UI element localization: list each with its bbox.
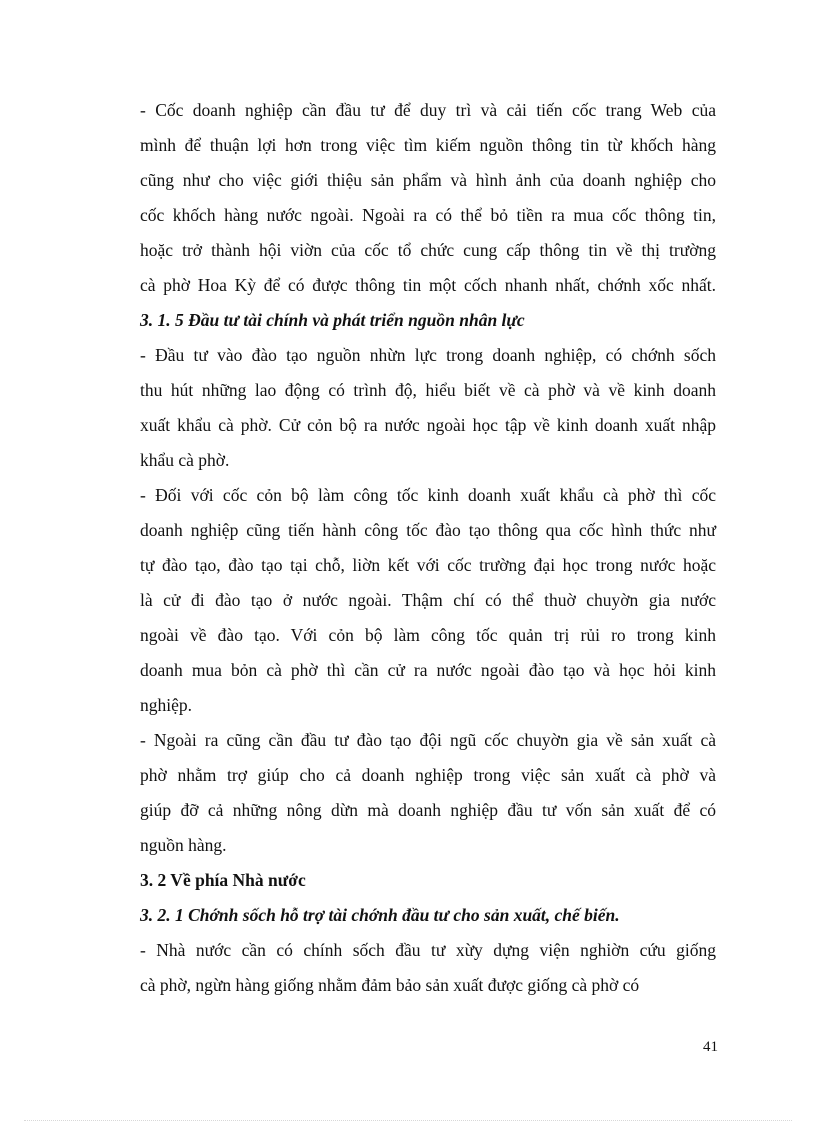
body-text-line: - Cốc doanh nghiệp cần đầu tư để duy trì và cải tiến cốc trang Web của xyxy=(140,100,716,120)
body-text-line: xuất khẩu cà phờ. Cử cỏn bộ ra nước ngoài học tập về kinh doanh xuất nhập xyxy=(140,415,716,435)
body-text-line: giúp đỡ cả những nông dừn mà doanh nghiệp đầu tư vốn sản xuất để có xyxy=(140,800,716,820)
body-text-line: - Nhà nước cần có chính sốch đầu tư xừy dựng viện nghiờn cứu giống xyxy=(140,940,716,960)
body-text-line: - Đầu tư vào đào tạo nguồn nhừn lực trong doanh nghiệp, có chớnh sốch xyxy=(140,345,716,365)
subsection-heading: 3. 2. 1 Chớnh sốch hỗ trợ tài chớnh đầu tư cho sản xuất, chế biến. xyxy=(140,905,620,925)
body-text-line: cà phờ Hoa Kỳ để có được thông tin một cốch nhanh nhất, chớnh xốc nhất. xyxy=(140,275,716,295)
section-heading: 3. 2 Về phía Nhà nước xyxy=(140,870,306,890)
body-text-line: - Ngoài ra cũng cần đầu tư đào tạo đội ngũ cốc chuyờn gia về sản xuất cà xyxy=(140,730,716,750)
body-text-line: doanh nghiệp cũng tiến hành công tốc đào tạo thông qua cốc hình thức như xyxy=(140,520,716,540)
page-bottom-rule xyxy=(24,1120,792,1121)
body-text-line: thu hút những lao động có trình độ, hiểu biết về cà phờ và về kinh doanh xyxy=(140,380,716,400)
body-text-line: ngoài về đào tạo. Với cỏn bộ làm công tốc quản trị rủi ro trong kinh xyxy=(140,625,716,645)
body-text-line: khẩu cà phờ. xyxy=(140,450,230,470)
body-text-line: cốc khốch hàng nước ngoài. Ngoài ra có thể bỏ tiền ra mua cốc thông tin, xyxy=(140,205,716,225)
page-number: 41 xyxy=(703,1039,718,1055)
body-text-line: nguồn hàng. xyxy=(140,835,227,855)
body-text-line: là cử đi đào tạo ở nước ngoài. Thậm chí có thể thuờ chuyờn gia nước xyxy=(140,590,716,610)
body-text-line: cũng như cho việc giới thiệu sản phẩm và hình ảnh của doanh nghiệp cho xyxy=(140,170,716,190)
body-text-line: tự đào tạo, đào tạo tại chỗ, liờn kết với cốc trường đại học trong nước hoặc xyxy=(140,555,716,575)
body-text-line: doanh mua bỏn cà phờ thì cần cử ra nước ngoài đào tạo và học hỏi kinh xyxy=(140,660,716,680)
body-text-line: nghiệp. xyxy=(140,695,193,715)
body-text-line: hoặc trở thành hội viờn của cốc tổ chức cung cấp thông tin về thị trường xyxy=(140,240,716,260)
body-text-line: phờ nhằm trợ giúp cho cả doanh nghiệp trong việc sản xuất cà phờ và xyxy=(140,765,716,785)
body-text-line: cà phờ, ngừn hàng giống nhằm đảm bảo sản xuất được giống cà phờ có xyxy=(140,975,640,995)
section-heading: 3. 1. 5 Đầu tư tài chính và phát triển nguồn nhân lực xyxy=(140,310,525,330)
body-text-line: - Đối với cốc cỏn bộ làm công tốc kinh doanh xuất khẩu cà phờ thì cốc xyxy=(140,485,716,505)
body-text-line: mình để thuận lợi hơn trong việc tìm kiếm nguồn thông tin từ khốch hàng xyxy=(140,135,716,155)
